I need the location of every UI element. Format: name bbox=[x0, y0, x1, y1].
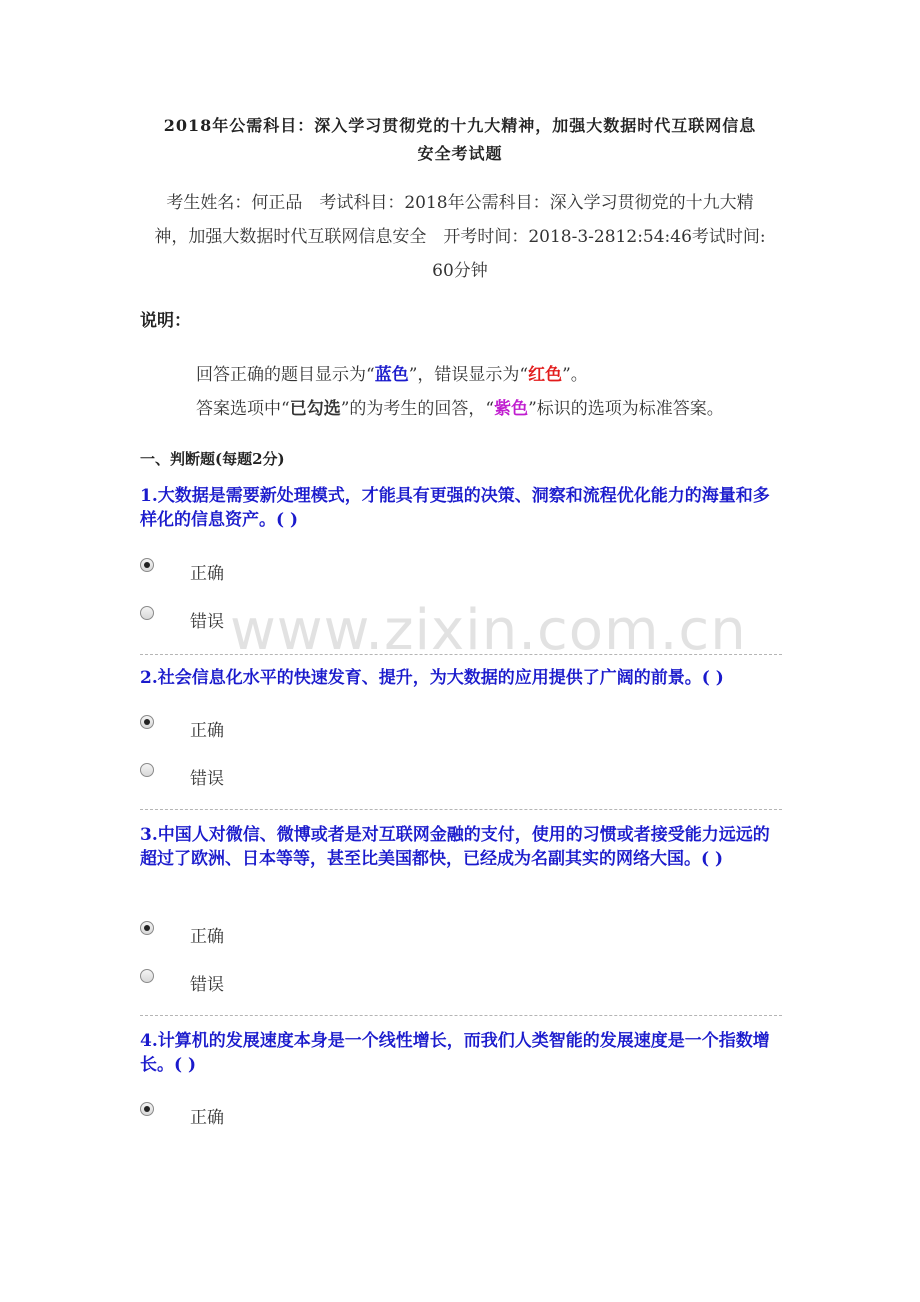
q3-option-correct[interactable] bbox=[140, 922, 224, 946]
title-line-1: 2018年公需科目：深入学习贯彻党的十九大精神，加强大数据时代互联网信息 bbox=[163, 116, 757, 135]
instr2-checked-word: 已勾选 bbox=[289, 399, 341, 419]
radio-checked-icon[interactable] bbox=[140, 715, 154, 729]
option-label: 正确 bbox=[190, 926, 224, 947]
option-label: 正确 bbox=[190, 563, 224, 584]
radio-unchecked-icon[interactable] bbox=[140, 763, 154, 777]
exam-info bbox=[130, 186, 790, 288]
instructions-line-1 bbox=[196, 358, 588, 392]
q2-option-wrong[interactable] bbox=[140, 764, 224, 788]
radio-checked-icon[interactable] bbox=[140, 921, 154, 935]
option-label: 正确 bbox=[190, 1107, 224, 1128]
q1-option-correct[interactable] bbox=[140, 559, 224, 583]
option-label: 错误 bbox=[190, 611, 224, 632]
question-4: 4.计算机的发展速度本身是一个线性增长，而我们人类智能的发展速度是一个指数增长。( ) bbox=[140, 1031, 770, 1075]
question-divider bbox=[140, 809, 782, 810]
title-line-2: 安全考试题 bbox=[417, 144, 503, 163]
question-divider bbox=[140, 1015, 782, 1016]
instr2-middle: ”的为考生的回答，“ bbox=[340, 399, 495, 419]
radio-checked-icon[interactable] bbox=[140, 1102, 154, 1116]
instr1-blue-word: 蓝色 bbox=[374, 365, 409, 385]
option-label: 错误 bbox=[190, 768, 224, 789]
document-title bbox=[120, 112, 800, 168]
exam-info-line-2: 神，加强大数据时代互联网信息安全 开考时间：2018-3-2812:54:46考试时间: bbox=[154, 227, 766, 247]
radio-checked-icon[interactable] bbox=[140, 558, 154, 572]
question-3: 3.中国人对微信、微博或者是对互联网金融的支付，使用的习惯或者接受能力远远的超过了欧洲、日本等等，甚至比美国都快，已经成为名副其实的网络大国。( ) bbox=[140, 825, 770, 869]
section-title: 一、判断题(每题2分) bbox=[140, 450, 285, 468]
instr2-suffix: ”标识的选项为标准答案。 bbox=[528, 399, 724, 419]
exam-info-line-3: 60分钟 bbox=[432, 261, 488, 281]
question-1: 1.大数据是需要新处理模式，才能具有更强的决策、洞察和流程优化能力的海量和多样化的信息资产。( ) bbox=[140, 486, 770, 530]
instructions-line-2 bbox=[196, 392, 724, 426]
radio-unchecked-icon[interactable] bbox=[140, 969, 154, 983]
instr2-purple-word: 紫色 bbox=[494, 399, 529, 419]
exam-info-line-1: 考生姓名：何正品 考试科目：2018年公需科目：深入学习贯彻党的十九大精 bbox=[166, 193, 754, 213]
instr1-suffix: ”。 bbox=[562, 365, 588, 385]
instr1-middle: ”，错误显示为“ bbox=[408, 365, 529, 385]
option-label: 正确 bbox=[190, 720, 224, 741]
instr1-prefix: 回答正确的题目显示为“ bbox=[196, 365, 375, 385]
instr2-prefix: 答案选项中“ bbox=[196, 399, 290, 419]
option-label: 错误 bbox=[190, 974, 224, 995]
instructions-label: 说明： bbox=[140, 311, 191, 331]
watermark: www.zixin.com.cn bbox=[230, 598, 747, 663]
q3-option-wrong[interactable] bbox=[140, 970, 224, 994]
q4-option-correct[interactable] bbox=[140, 1103, 224, 1127]
q2-option-correct[interactable] bbox=[140, 716, 224, 740]
instr1-red-word: 红色 bbox=[528, 365, 563, 385]
question-2: 2.社会信息化水平的快速发育、提升，为大数据的应用提供了广阔的前景。( ) bbox=[140, 668, 724, 688]
q1-option-wrong[interactable] bbox=[140, 607, 224, 631]
radio-unchecked-icon[interactable] bbox=[140, 606, 154, 620]
